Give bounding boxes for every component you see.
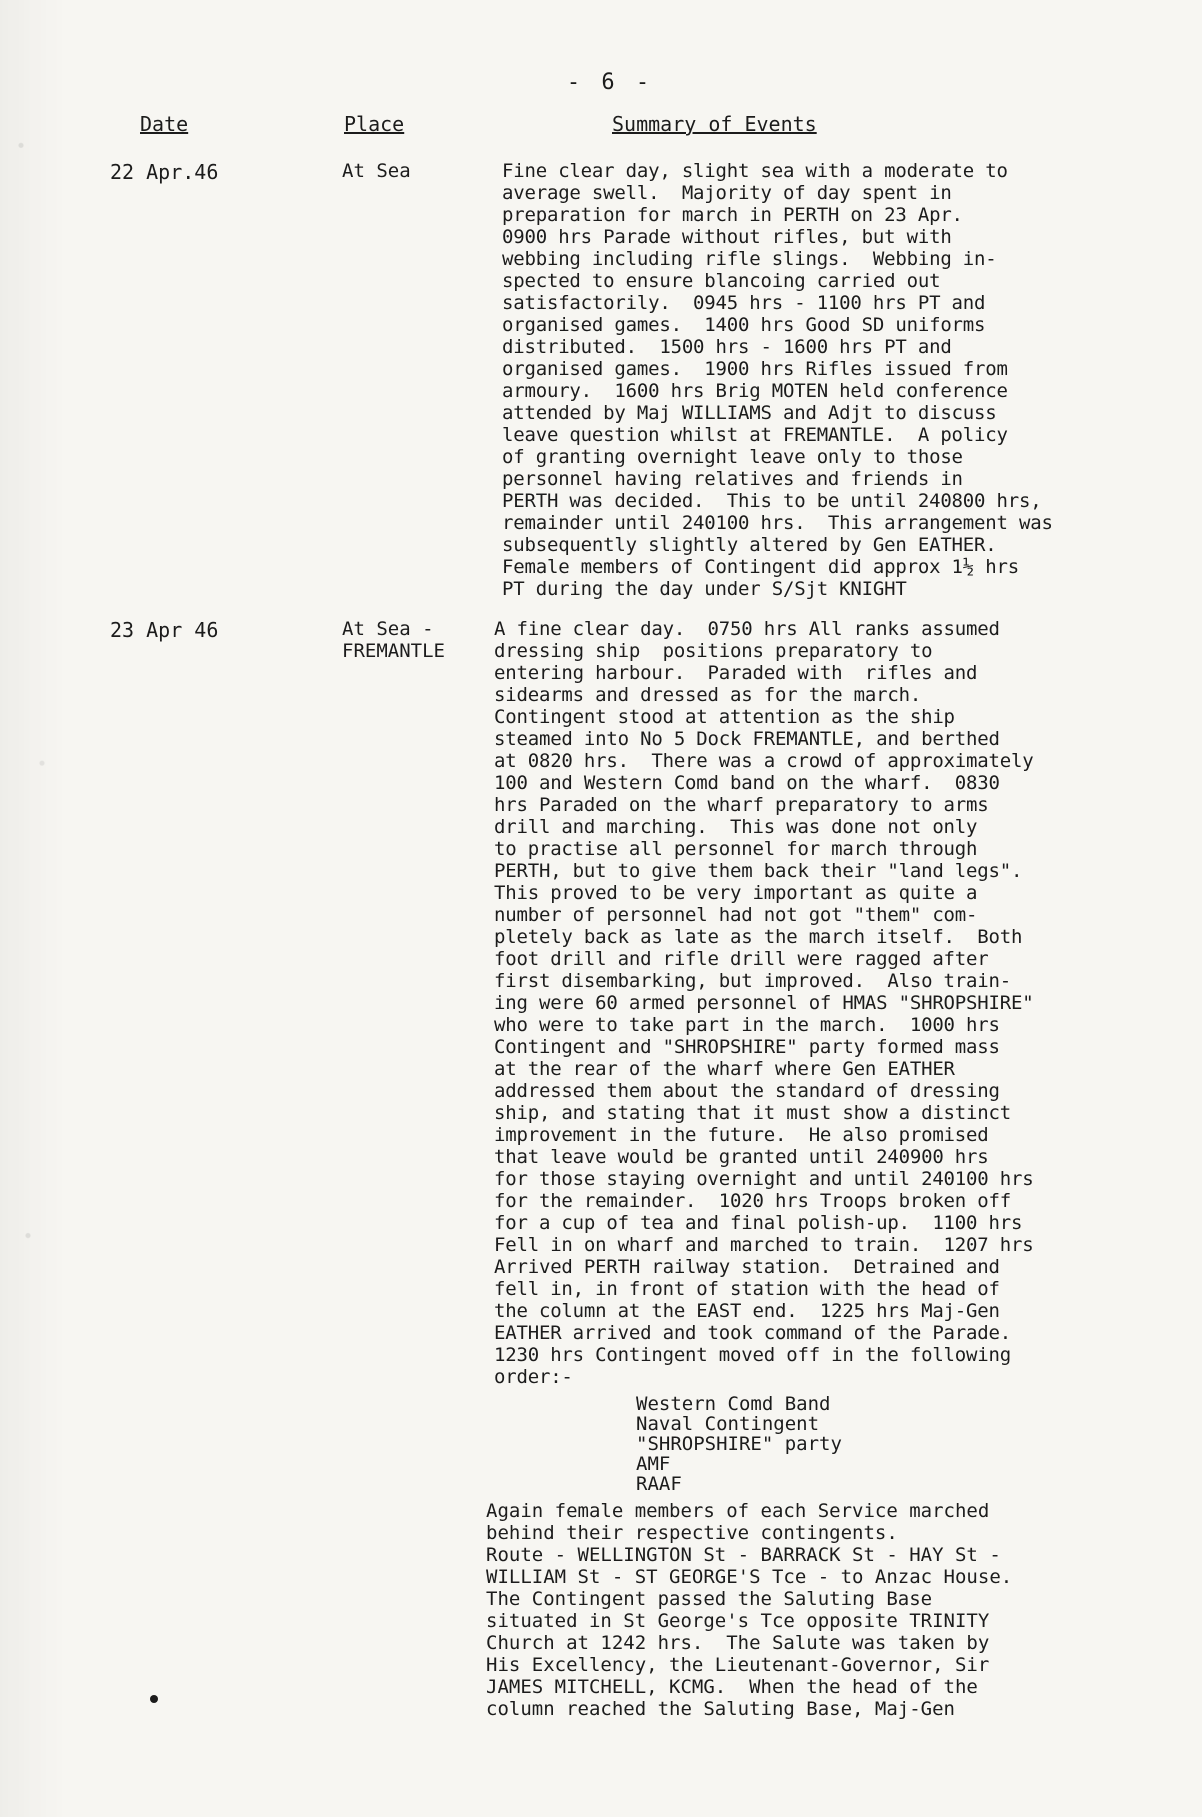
column-header-place: Place [344, 112, 405, 136]
page-number: - 6 - [566, 70, 654, 95]
scan-edge-noise [0, 0, 70, 1817]
entry-date: 23 Apr 46 [110, 618, 219, 642]
column-header-summary: Summary of Events [612, 112, 817, 136]
entry-date: 22 Apr.46 [110, 160, 219, 184]
march-order-list: Western Comd Band Naval Contingent "SHROPSHIRE" party AMF RAAF [636, 1393, 842, 1495]
entry-summary: Fine clear day, slight sea with a moderate to average swell. Majority of day spent in preparation for march in PERTH on 23 Apr. 0900 hrs Parade without rifles, but with webbing including rifle slings. Webbing in- spected to ensure blancoing carried out satisfactorily. 0945 hrs - 1100 hrs PT and organised games. 1400 hrs Good SD uniforms distributed. 1500 hrs - 1600 hrs PT and organised games. 1900 hrs Rifles issued from armoury. 1600 hrs Brig MOTEN held conference attended by Maj WILLIAMS and Adjt to discuss leave question whilst at FREMANTLE. A policy of granting overnight leave only to those personnel having relatives and friends in PERTH was decided. This to be until 240800 hrs, remainder until 240100 hrs. This arrangement was subsequently slightly altered by Gen EATHER. Female members of Contingent did approx 1½ hrs PT during the day under S/Sjt KNIGHT [502, 160, 1053, 600]
entry-summary-continued: Again female members of each Service marched behind their respective contingents. Route - WELLINGTON St - BARRACK St - HAY St - WILLIAM St - ST GEORGE'S Tce - to Anzac House. The Contingent passed the Saluting Base situated in St George's Tce opposite TRINITY Church at 1242 hrs. The Salute was taken by His Excellency, the Lieutenant-Governor, Sir JAMES MITCHELL, KCMG. When the head of the column reached the Saluting Base, Maj-Gen [486, 1500, 1013, 1720]
margin-dot [150, 1695, 158, 1703]
entry-summary: A fine clear day. 0750 hrs All ranks assumed dressing ship positions preparatory to entering harbour. Paraded with rifles and sidearms and dressed as for the march. Contingent stood at attention as the ship steamed into No 5 Dock FREMANTLE, and berthed at 0820 hrs. There was a crowd of approximately 100 and Western Comd band on the wharf. 0830 hrs Paraded on the wharf preparatory to arms drill and marching. This was done not only to practise all personnel for march through PERTH, but to give them back their "land legs". This proved to be very important as quite a number of personnel had not got "them" com- pletely back as late as the march itself. Both foot drill and rifle drill were ragged after first disembarking, but improved. Also train- ing were 60 armed personnel of HMAS "SHROPSHIRE" who were to take part in the march. 1000 hrs Contingent and "SHROPSHIRE" party formed mass at the rear of the wharf where Gen EATHER addressed them about the standard of dressing ship, and stating that it must show a distinct improvement in the future. He also promised that leave would be granted until 240900 hrs for those staying overnight and until 240100 hrs for the remainder. 1020 hrs Troops broken off for a cup of tea and final polish-up. 1100 hrs Fell in on wharf and marched to train. 1207 hrs Arrived PERTH railway station. Detrained and fell in, in front of station with the head of the column at the EAST end. 1225 hrs Maj-Gen EATHER arrived and took command of the Parade. 1230 hrs Contingent moved off in the following order:- [494, 618, 1034, 1388]
column-header-date: Date [140, 112, 189, 136]
entry-place: At Sea - FREMANTLE [342, 618, 445, 662]
entry-place: At Sea [342, 160, 411, 182]
